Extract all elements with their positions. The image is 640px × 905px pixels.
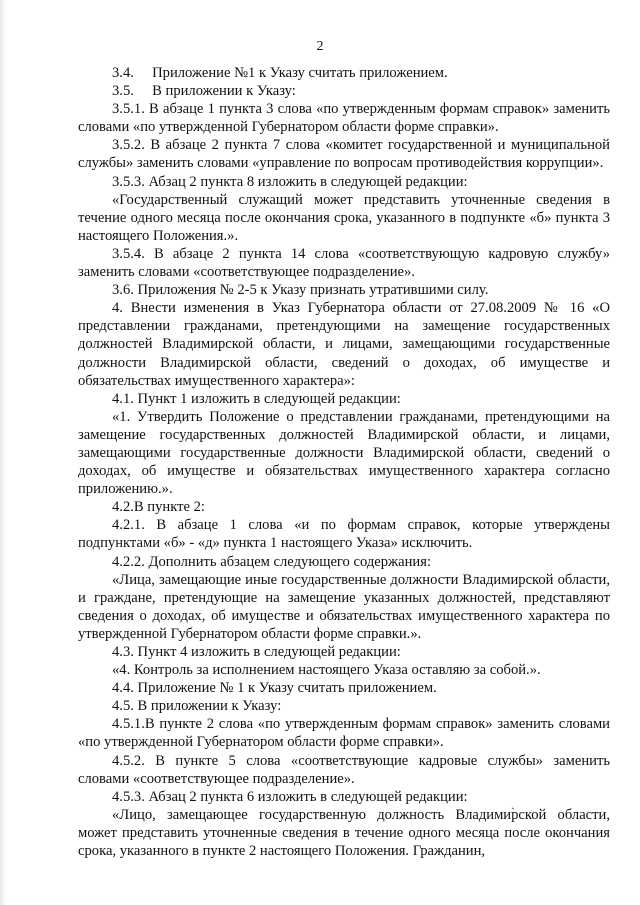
paragraph-4-3: 4.3. Пункт 4 изложить в следующей редакции:: [112, 644, 401, 660]
paragraph-4: 4. Внести изменения в Указ Губернатора области от 27.08.2009 № 16 «О представлении гражданами, претендующими на замещение государственных должностей Владимирской области, и лицами, замещающими государственные должности Владимирской области, сведений о доходах, об имуществе и обязательствах имущественного характера»:: [78, 300, 610, 389]
paragraph-3-5-1: 3.5.1. В абзаце 1 пункта 3 слова «по утвержденным формам справок» заменить словами «по утвержденной Губернатором области форме справки».: [78, 101, 610, 136]
paragraph-3-5-4: 3.5.4. В абзаце 2 пункта 14 слова «соответствующую кадровую службу» заменить словами «соответствующее подразделение».: [78, 245, 610, 281]
paragraph-3-4: 3.4. Приложение №1 к Указу считать приложением.: [112, 65, 448, 81]
page-number: 2: [316, 39, 324, 54]
scan-edge-shadow: [0, 0, 6, 905]
paragraph-3-5-3: 3.5.3. Абзац 2 пункта 8 изложить в следующей редакции:: [112, 173, 468, 190]
paragraph-4-5-1: 4.5.1.В пункте 2 слова «по утвержденным формам справок» заменить словами «по утвержденной Губернатором области форме справки».: [78, 716, 610, 751]
paragraph-4-5: 4.5. В приложении к Указу:: [112, 698, 282, 715]
paragraph-4-5-3: 4.5.3. Абзац 2 пункта 6 изложить в следующей редакции:: [112, 788, 468, 805]
paragraph-quote-item-4: «4. Контроль за исполнением настоящего Указа оставляю за собой.».: [112, 662, 541, 679]
paragraph-4-5-2: 4.5.2. В пункте 5 слова «соответствующие кадровые службы» заменить словами «соответствующее подразделение».: [78, 752, 610, 787]
paragraph-4-4: 4.4. Приложение № 1 к Указу считать приложением.: [112, 680, 437, 697]
paragraph-4-2: 4.2.В пункте 2:: [112, 499, 205, 516]
paragraph-quote-gov-servant: «Государственный служащий может представить уточненные сведения в течение одного месяца после окончания срока, указанного в подпункте «б» пункта 3 настоящего Положения.».: [78, 191, 610, 244]
paragraph-3-6: 3.6. Приложения № 2-5 к Указу признать утратившими силу.: [112, 282, 489, 299]
document-body: [78, 64, 610, 860]
paragraph-4-2-1: 4.2.1. В абзаце 1 слова «и по формам справок, которые утверждены подпунктами «б» - «д» пункта 1 настоящего Указа» исключить.: [78, 517, 610, 552]
paragraph-quote-person: «Лицо, замещающее государственную должность Владимирской области, может представить уточненные сведения в течение одного месяца после окончания срока, указанного в пункте 2 настоящего Положения. Гражданин,: [78, 806, 610, 860]
paragraph-3-5-2: 3.5.2. В абзаце 2 пункта 7 слова «комитет государственной и муниципальной службы» заменить словами «управление по вопросам противодействия коррупции».: [78, 137, 610, 172]
scan-mark: ˎ: [511, 796, 515, 810]
paragraph-3-5: 3.5. В приложении к Указу:: [112, 83, 296, 100]
paragraph-4-2-2: 4.2.2. Дополнить абзацем следующего содержания:: [112, 553, 432, 570]
paragraph-quote-item-1: «1. Утвердить Положение о представлении гражданами, претендующими на замещение государственных должностей Владимирской области, и лицами, замещающими государственные должности Владимирской области, сведений о доходах, об имуществе и обязательствах имущественного характера согласно приложению.».: [78, 408, 610, 498]
paragraph-quote-persons: «Лица, замещающие иные государственные должности Владимирской области, и граждане, претендующие на замещение указанных должностей, представляют сведения о доходах, об имуществе и обязательствах имущественного характера по утвержденной Губернатором области форме справки.».: [78, 571, 610, 642]
paragraph-4-1: 4.1. Пункт 1 изложить в следующей редакции:: [112, 390, 401, 407]
